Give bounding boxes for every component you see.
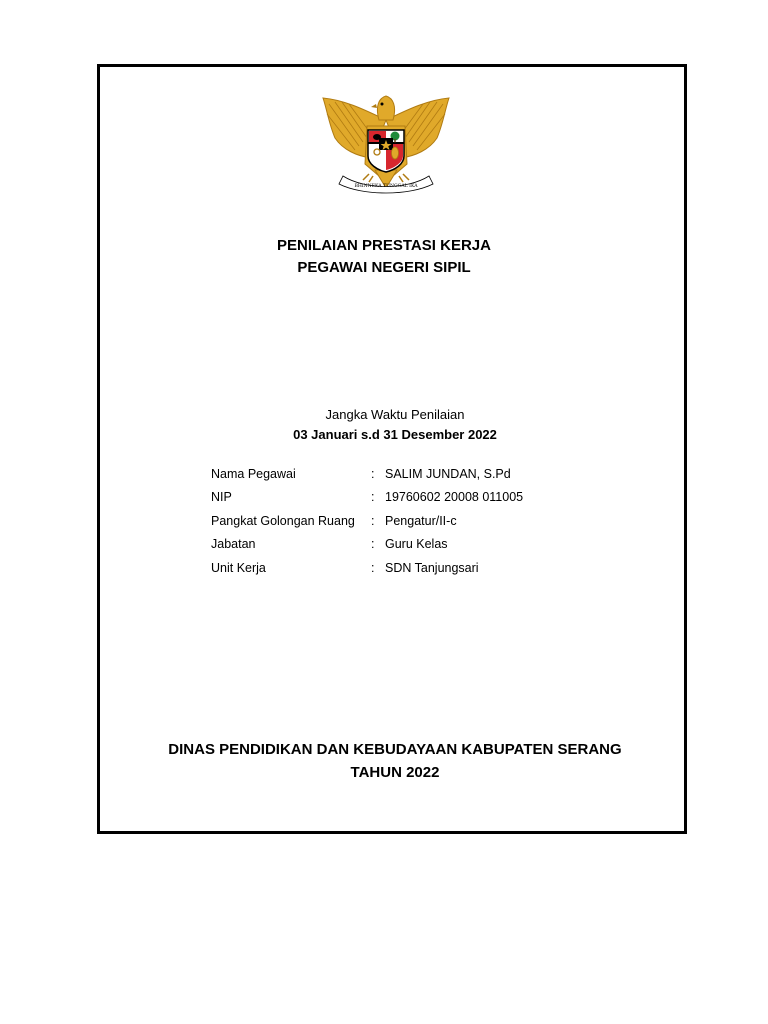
info-value: Guru Kelas [385, 537, 448, 552]
employee-info-table [211, 462, 523, 580]
info-colon: : [371, 513, 375, 528]
info-value: 19760602 20008 011005 [385, 490, 524, 505]
info-row-work-unit [211, 556, 523, 580]
info-row-name [211, 462, 523, 486]
info-colon: : [371, 490, 375, 505]
info-label: Pangkat Golongan Ruang [211, 513, 355, 528]
info-label: Jabatan [211, 537, 256, 552]
info-colon: : [371, 537, 375, 552]
assessment-period-label: Jangka Waktu Penilaian [325, 407, 465, 422]
document-title-line-1: PENILAIAN PRESTASI KERJA [277, 237, 491, 254]
garuda-pancasila-emblem-icon [315, 90, 457, 196]
info-label: Nama Pegawai [211, 466, 296, 481]
info-colon: : [371, 466, 375, 481]
info-value: Pengatur/II-c [385, 513, 457, 528]
info-row-position [211, 533, 523, 557]
info-row-rank [211, 509, 523, 533]
info-colon: : [371, 560, 375, 575]
info-row-nip [211, 486, 523, 510]
info-label: NIP [211, 490, 232, 505]
info-value: SDN Tanjungsari [385, 560, 479, 575]
info-value: SALIM JUNDAN, S.Pd [385, 466, 511, 481]
document-title-line-2: PEGAWAI NEGERI SIPIL [297, 259, 471, 276]
assessment-period-value: 03 Januari s.d 31 Desember 2022 [293, 427, 497, 442]
info-label: Unit Kerja [211, 560, 266, 575]
document-year: TAHUN 2022 [350, 764, 440, 781]
emblem-motto: BHINNEKA TUNGGAL IKA [354, 184, 418, 189]
agency-name: DINAS PENDIDIKAN DAN KEBUDAYAAN KABUPATEN SERANG [168, 741, 622, 758]
